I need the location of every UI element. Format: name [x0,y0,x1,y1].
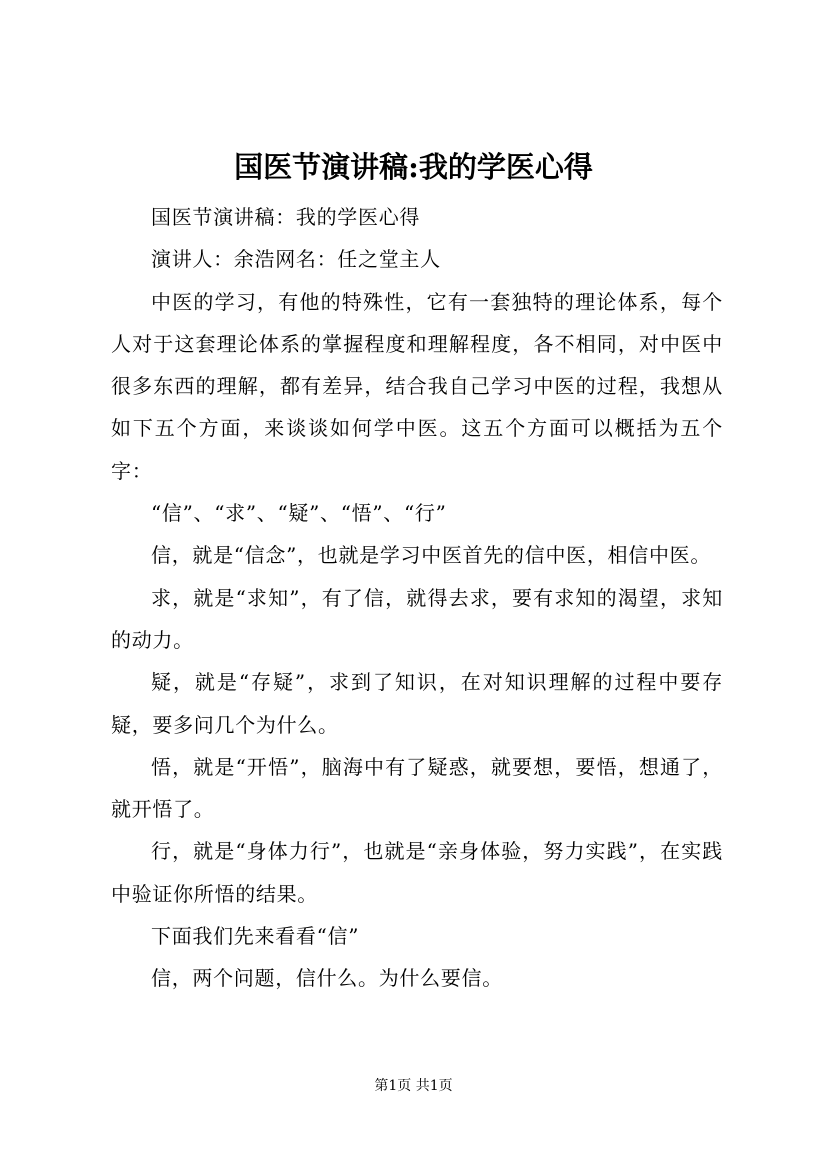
paragraph-yi: 疑，就是“存疑”，求到了知识，在对知识理解的过程中要存疑，要多问几个为什么。 [111,670,723,737]
paragraph-xin: 信，就是“信念”，也就是学习中医首先的信中医，相信中医。 [151,543,712,568]
document-body [111,196,723,1000]
page-number-footer: 第1页 共1页 [374,1078,453,1094]
paragraph-subtitle: 国医节演讲稿：我的学医心得 [151,205,421,229]
paragraph-xing: 行，就是“身体力行”，也就是“亲身体验，努力实践”，在实践中验证你所悟的结果。 [111,839,723,906]
paragraph-speaker: 演讲人：余浩网名：任之堂主人 [151,247,441,272]
paragraph-look-at-xin: 下面我们先来看看“信” [151,924,360,949]
paragraph-intro: 中医的学习，有他的特殊性，它有一套独特的理论体系，每个人对于这套理论体系的掌握程度和理解程度，各不相同，对中医中很多东西的理解，都有差异，结合我自己学习中医的过程，我想从如下五个方面，来谈谈如何学中医。这五个方面可以概括为五个字： [111,289,723,483]
document-title: 国医节演讲稿:我的学医心得 [234,150,593,184]
paragraph-qiu: 求，就是“求知”，有了信，就得去求，要有求知的渴望，求知的动力。 [111,585,723,652]
paragraph-two-questions: 信，两个问题，信什么。为什么要信。 [151,966,503,991]
paragraph-wu: 悟，就是“开悟”，脑海中有了疑惑，就要想，要悟，想通了，就开悟了。 [111,754,723,822]
paragraph-five-words: “信”、“求”、“疑”、“悟”、“行” [151,501,447,526]
